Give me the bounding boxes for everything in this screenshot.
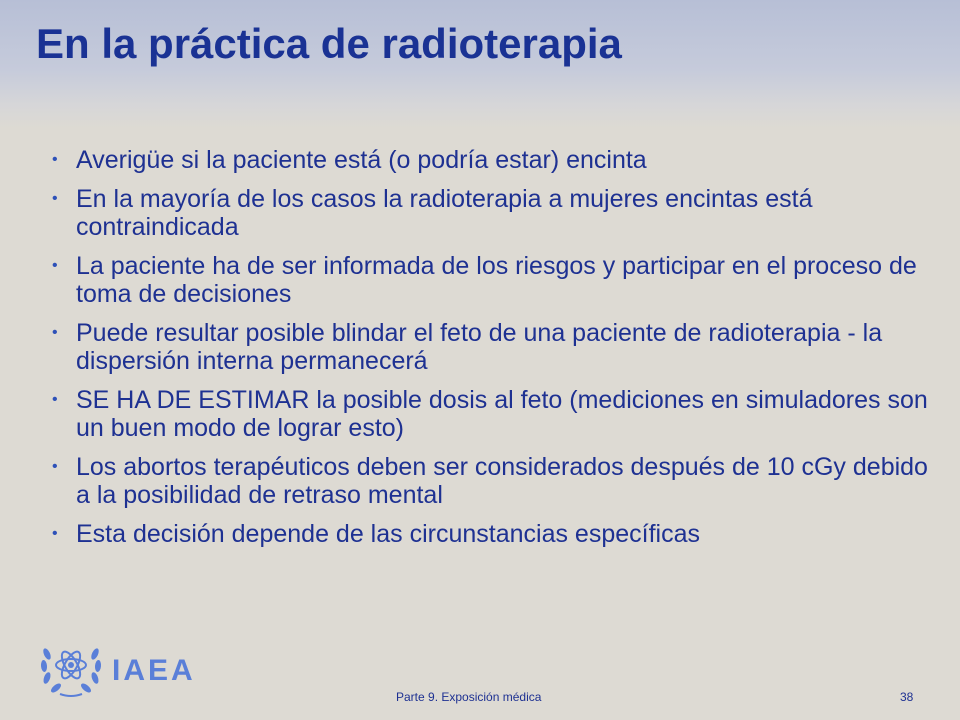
- bullet-list: [52, 146, 932, 559]
- bullet-dot-icon: •: [52, 190, 58, 207]
- bullet-text: Los abortos terapéuticos deben ser considerados después de 10 cGy debido a la posibilidad de retraso mental: [76, 453, 928, 509]
- page-number: 38: [900, 690, 914, 704]
- bullet-item: [52, 146, 932, 174]
- bullet-text: Esta decisión depende de las circunstancias específicas: [76, 520, 700, 548]
- bullet-item: [52, 386, 932, 442]
- bullet-item: [52, 319, 932, 375]
- iaea-logo-icon: [38, 636, 104, 698]
- bullet-item: [52, 520, 932, 548]
- bullet-dot-icon: •: [52, 391, 58, 408]
- bullet-item: [52, 252, 932, 308]
- bullet-dot-icon: •: [52, 525, 58, 542]
- bullet-text: SE HA DE ESTIMAR la posible dosis al feto (mediciones en simuladores son un buen modo de lograr esto): [76, 386, 928, 442]
- bullet-item: [52, 185, 932, 241]
- bullet-text: Averigüe si la paciente está (o podría estar) encinta: [76, 146, 647, 174]
- bullet-text: La paciente ha de ser informada de los riesgos y participar en el proceso de toma de decisiones: [76, 252, 917, 308]
- bullet-text: En la mayoría de los casos la radioterapia a mujeres encintas está contraindicada: [76, 185, 813, 241]
- bullet-dot-icon: •: [52, 324, 58, 341]
- footer-section-label: Parte 9. Exposición médica: [396, 690, 542, 704]
- bullet-dot-icon: •: [52, 458, 58, 475]
- bullet-dot-icon: •: [52, 257, 58, 274]
- iaea-logo-text: IAEA: [112, 654, 196, 687]
- slide-title: En la práctica de radioterapia: [36, 20, 622, 67]
- bullet-text: Puede resultar posible blindar el feto de una paciente de radioterapia - la dispersión interna permanecerá: [76, 319, 883, 375]
- bullet-item: [52, 453, 932, 509]
- bullet-dot-icon: •: [52, 151, 58, 168]
